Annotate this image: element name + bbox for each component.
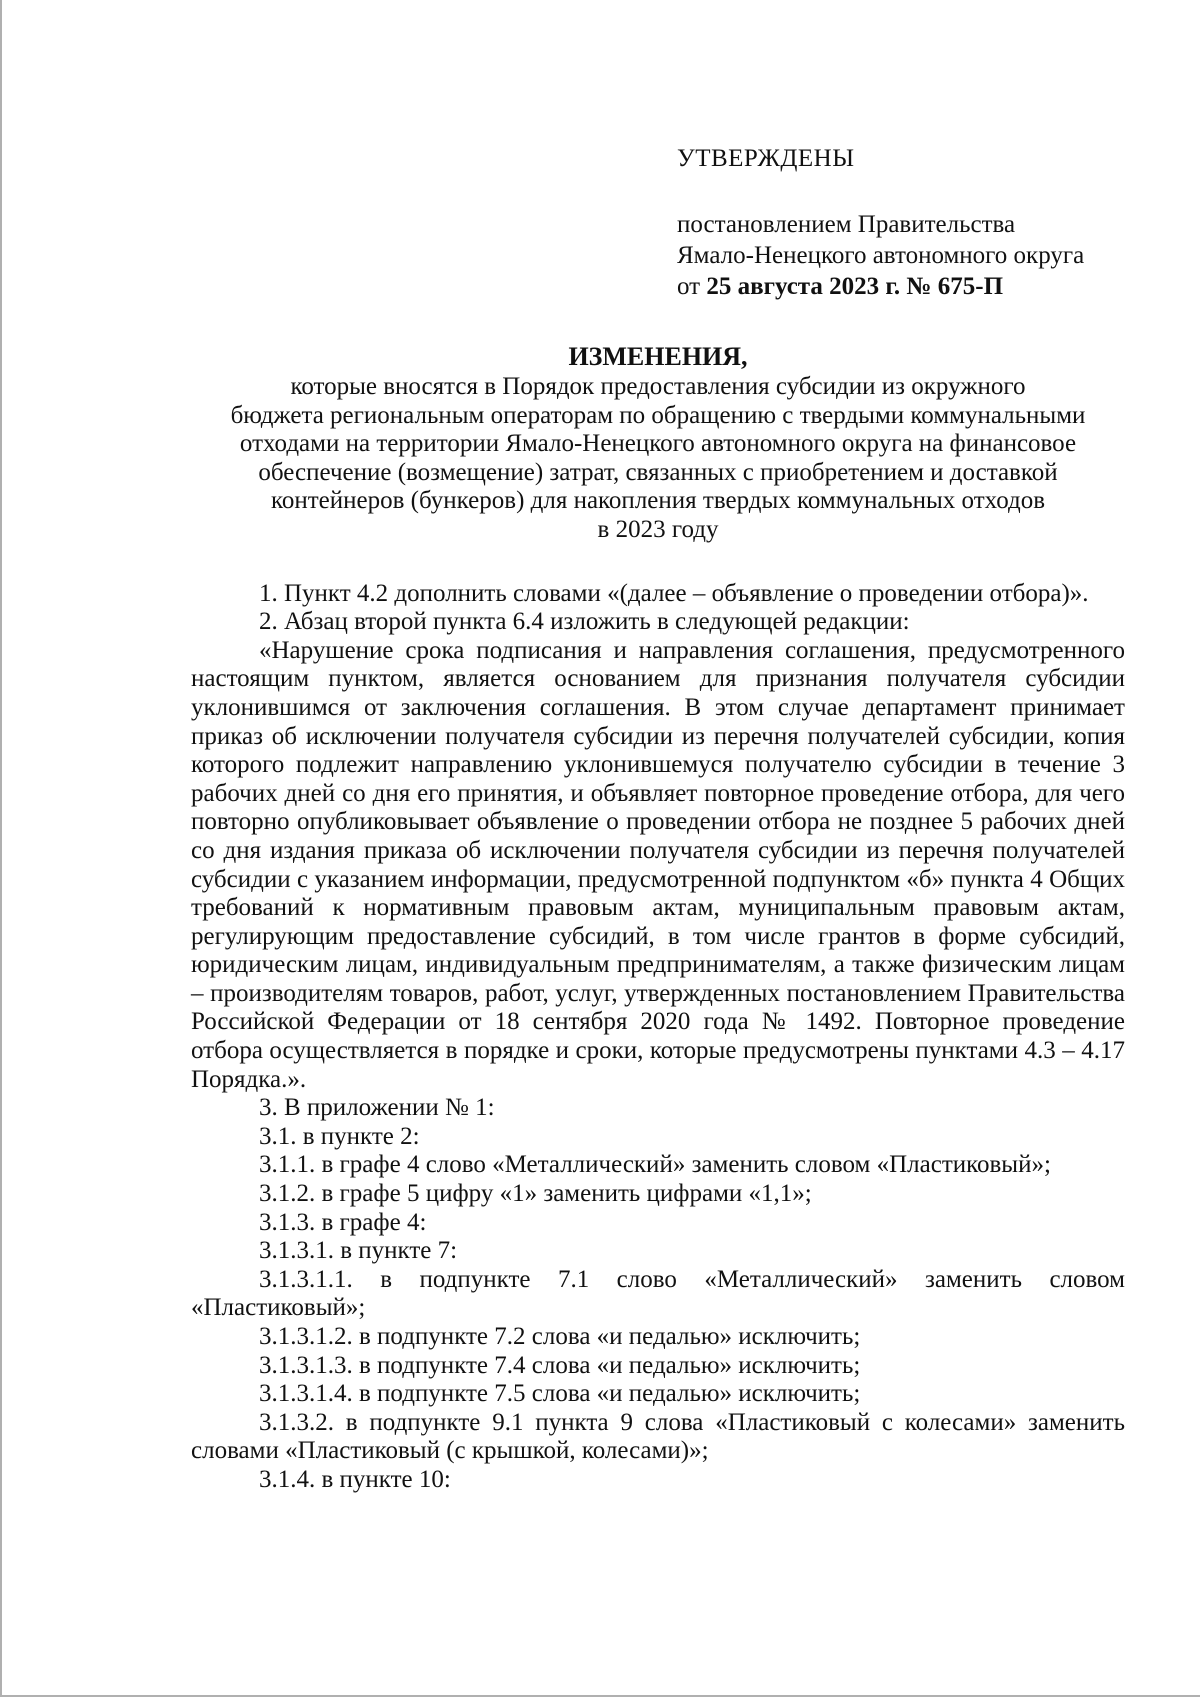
item-3-1-2: 3.1.2. в графе 5 цифру «1» заменить цифрами «1,1»; <box>259 1180 812 1208</box>
item-3: 3. В приложении № 1: <box>259 1094 495 1122</box>
item-1: 1. Пункт 4.2 дополнить словами «(далее – объявление о проведении отбора)». <box>259 579 1089 607</box>
subtitle-line: которые вносятся в Порядок предоставления субсидии из окружного <box>290 373 1026 400</box>
item-3-1-3: 3.1.3. в графе 4: <box>259 1208 427 1236</box>
item-3-1-3-1-1: 3.1.3.1.1. в подпункте 7.1 слово «Металлический» заменить словом «Пластиковый»; <box>191 1265 1125 1322</box>
approval-heading: УТВЕРЖДЕНЫ <box>677 145 855 172</box>
item-3-1-1: 3.1.1. в графе 4 слово «Металлический» заменить словом «Пластиковый»; <box>259 1151 1051 1179</box>
item-3-1-3-2: 3.1.3.2. в подпункте 9.1 пункта 9 слова «Пластиковый с колесами» заменить словами «Пластиковый (с крышкой, колесами)»; <box>191 1408 1125 1465</box>
item-3-1-3-1-3: 3.1.3.1.3. в подпункте 7.4 слова «и педалью» исключить; <box>259 1351 861 1379</box>
subtitle-line: бюджета региональным операторам по обращению с твердыми коммунальными <box>230 401 1086 429</box>
approval-line-1: постановлением Правительства <box>677 211 1016 238</box>
approval-date-prefix: от <box>677 273 707 300</box>
approval-date-number: 25 августа 2023 г. № 675-П <box>706 273 1004 300</box>
item-2: 2. Абзац второй пункта 6.4 изложить в следующей редакции: <box>259 608 910 636</box>
item-3-1-3-1-4: 3.1.3.1.4. в подпункте 7.5 слова «и педалью» исключить; <box>259 1380 861 1408</box>
subtitle-line: отходами на территории Ямало-Ненецкого автономного округа на финансовое <box>239 430 1077 458</box>
document-title: ИЗМЕНЕНИЯ, <box>568 342 748 371</box>
item-3-1-4: 3.1.4. в пункте 10: <box>259 1465 451 1493</box>
approval-block <box>677 143 1157 302</box>
subtitle-line: в 2023 году <box>597 515 719 543</box>
item-3-1: 3.1. в пункте 2: <box>259 1122 420 1150</box>
item-3-1-3-1-2: 3.1.3.1.2. в подпункте 7.2 слова «и педалью» исключить; <box>259 1323 861 1350</box>
subtitle-line: обеспечение (возмещение) затрат, связанных с приобретением и доставкой <box>258 458 1058 486</box>
item-3-1-3-1: 3.1.3.1. в пункте 7: <box>259 1237 458 1265</box>
approval-date-line <box>677 271 1157 302</box>
approval-line-2: Ямало-Ненецкого автономного округа <box>677 242 1085 269</box>
document-subtitle <box>191 373 1125 545</box>
subtitle-line: контейнеров (бункеров) для накопления твердых коммунальных отходов <box>270 487 1045 515</box>
item-2-quote: «Нарушение срока подписания и направления соглашения, предусмотренного настоящим пунктом, является основанием для признания получателя субсидии уклонившимся от заключения соглашения. В этом случае департамент принимает приказ об исключении получателя субсидии из перечня получателей субсидии, копия которого подлежит направлению уклонившемуся получателю субсидии в течение 3 рабочих дней со дня его принятия, и объявляет повторное проведение отбора, для чего повторно опубликовывает объявление о проведении отбора не позднее 5 рабочих дней со дня издания приказа об исключении получателя субсидии из перечня получателей субсидии с указанием информации, предусмотренной подпунктом «б» пункта 4 Общих требований к нормативным правовым актам, муниципальным правовым актам, регулирующим предоставление субсидий, в том числе грантов в форме субсидий, юридическим лицам, индивидуальным предпринимателям, а также физическим лицам – производителям товаров, работ, услуг, утвержденных постановлением Правительства Российской Федерации от 18 сентября 2020 года № 1492. Повторное проведение отбора осуществляется в порядке и сроки, которые предусмотрены пунктами 4.3 – 4.17 Порядка.». <box>191 636 1125 1093</box>
document-body <box>191 340 1125 1495</box>
